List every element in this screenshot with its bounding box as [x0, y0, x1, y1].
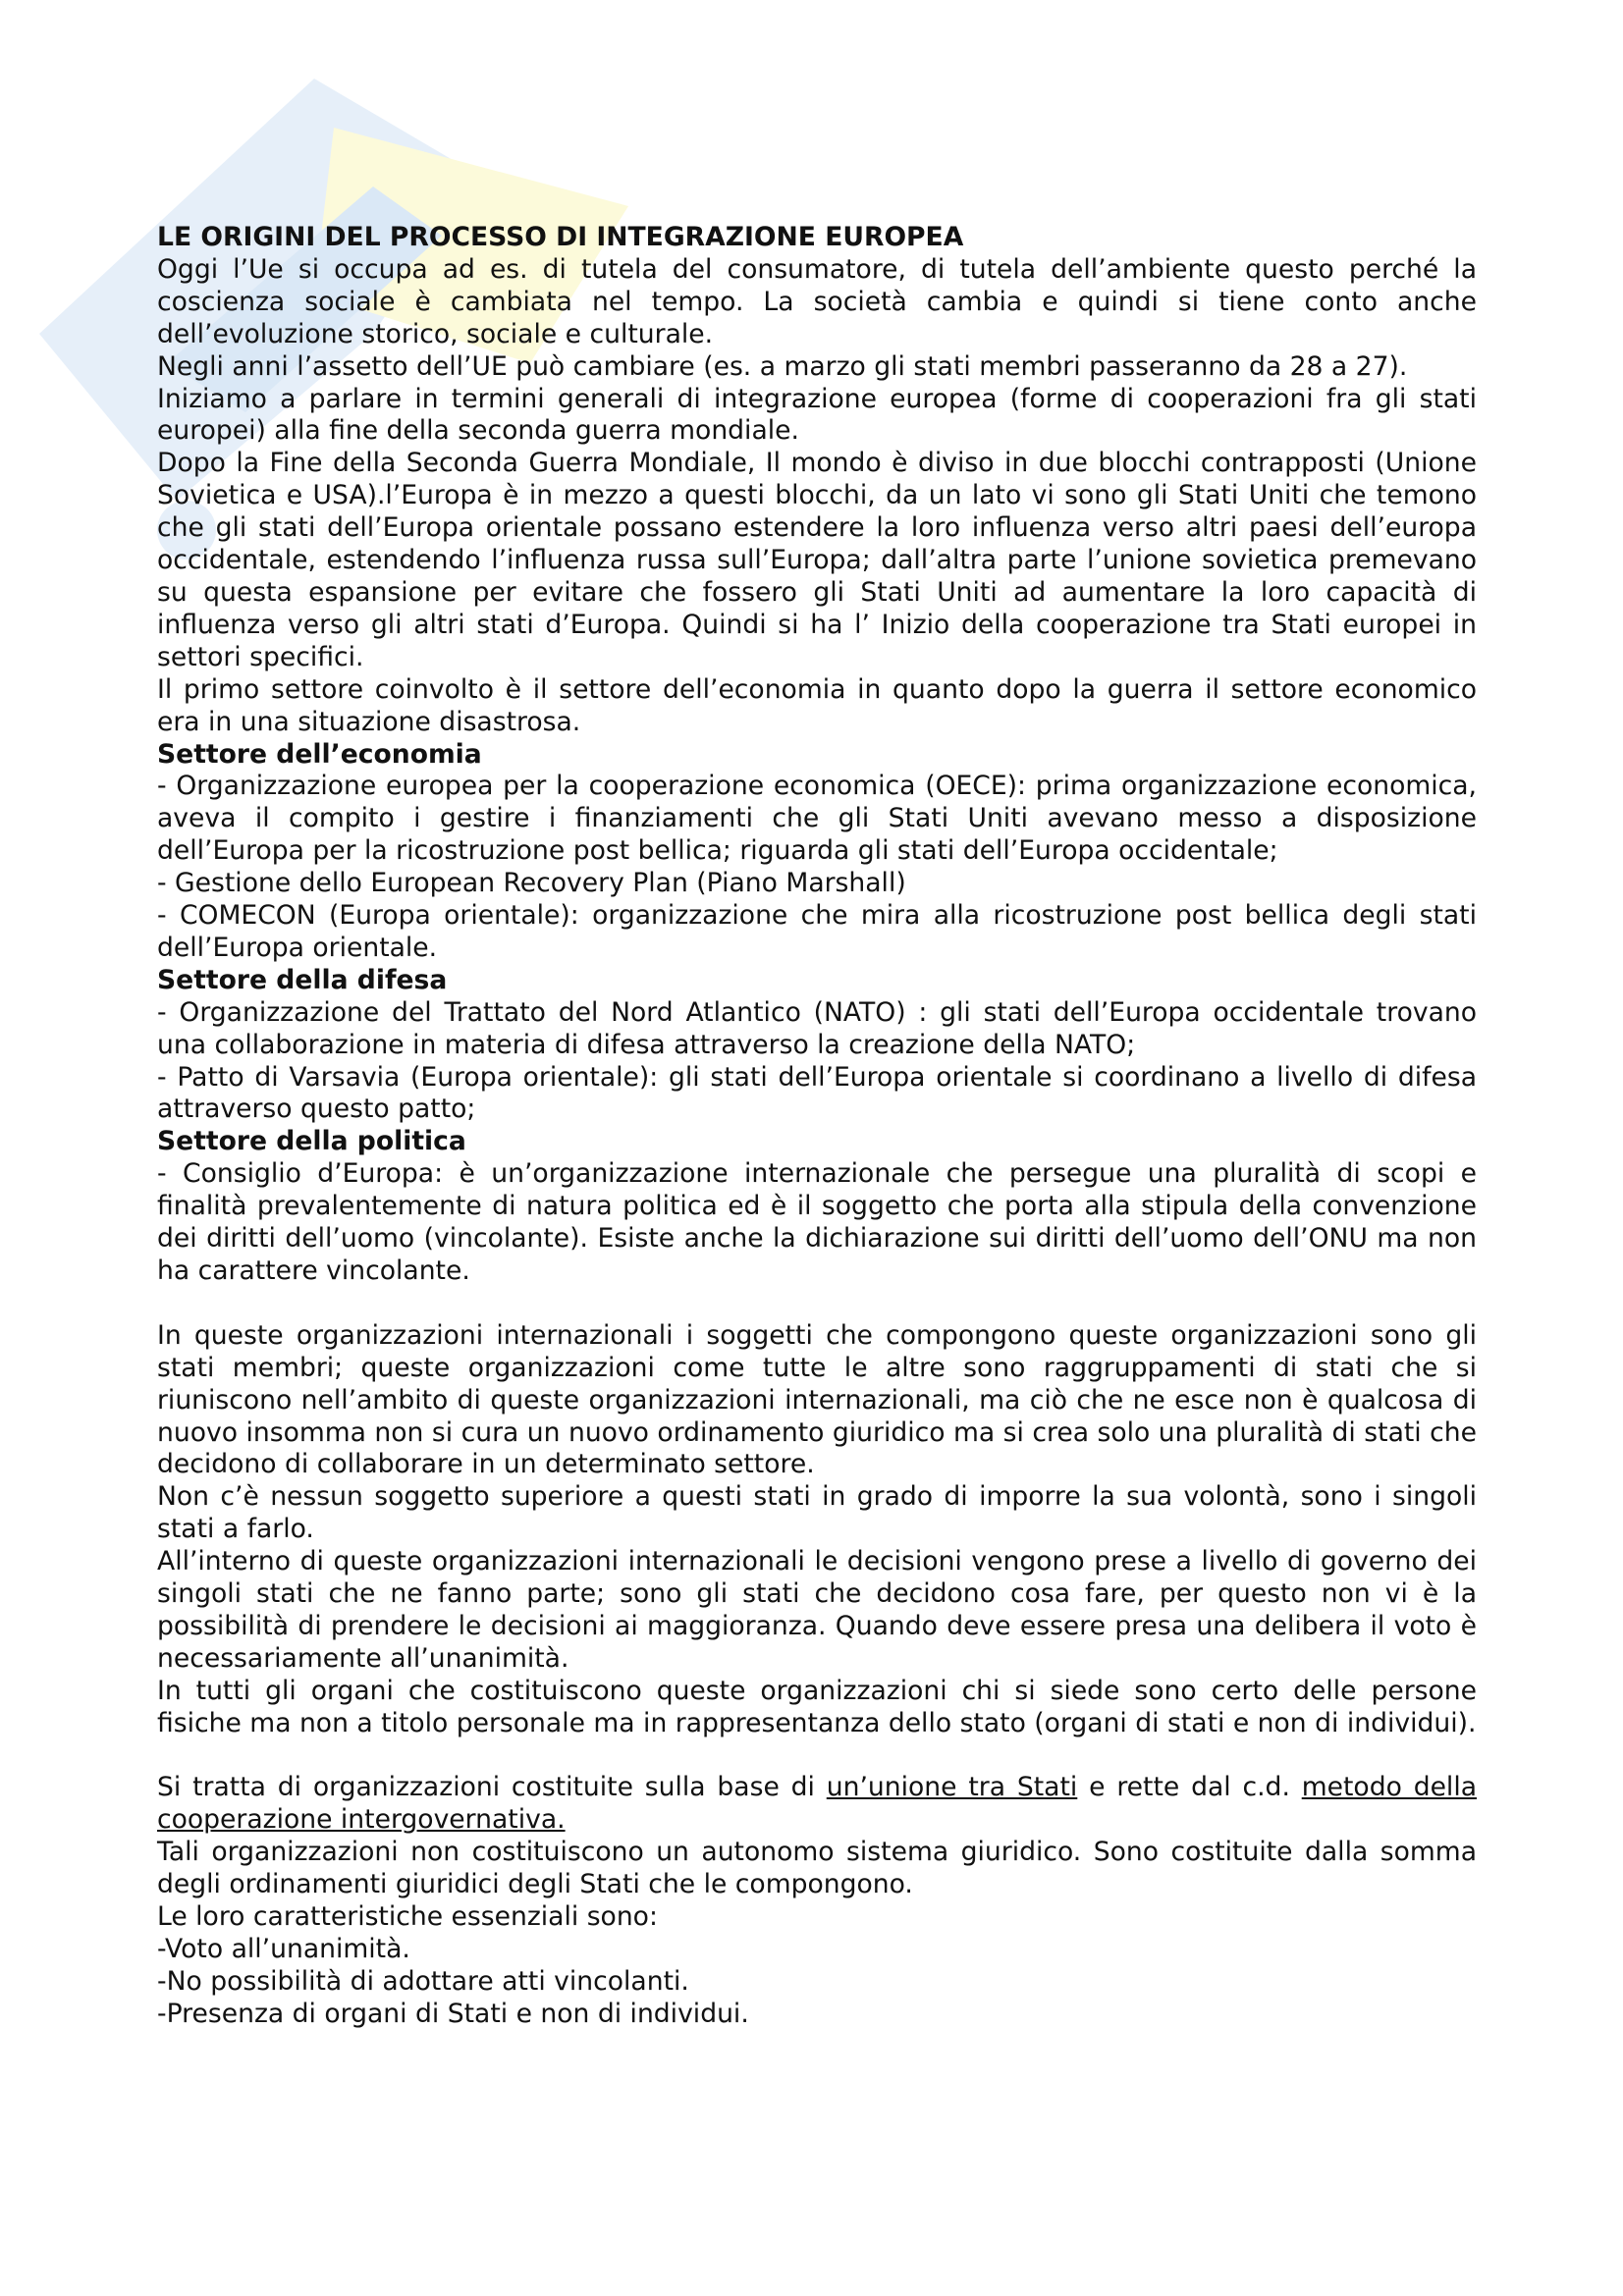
list-item: - Organizzazione del Trattato del Nord Atlantico (NATO) : gli stati dell’Europa occidentale trovano una collaborazione in materia di difesa attraverso la creazione della NATO;	[157, 996, 1477, 1060]
underlined-term-unione: un’unione tra Stati	[826, 1772, 1078, 1803]
section-heading-difesa: Settore della difesa	[157, 964, 448, 995]
body-paragraph: Tali organizzazioni non costituiscono un autonomo sistema giuridico. Sono costituite dalla somma degli ordinamenti giuridici degli Stati che le compongono.	[157, 1837, 1477, 1900]
list-item: - COMECON (Europa orientale): organizzazione che mira alla ricostruzione post bellica degli stati dell’Europa orientale.	[157, 900, 1477, 963]
intro-paragraph: Oggi l’Ue si occupa ad es. di tutela del consumatore, di tutela dell’ambiente questo perché la coscienza sociale è cambiata nel tempo. La società cambia e quindi si tiene conto anche dell’evoluzione storico, sociale e culturale.	[157, 253, 1477, 349]
list-item: -Voto all’unanimità.	[157, 1934, 410, 1964]
intro-paragraph: Negli anni l’assetto dell’UE può cambiare (es. a marzo gli stati membri passeranno da 28 a 27).	[157, 350, 1408, 382]
cooperazione-paragraph	[157, 1772, 1477, 1837]
cooperazione-text: e rette dal c.d.	[1077, 1772, 1302, 1803]
list-item: -Presenza di organi di Stati e non di individui.	[157, 1998, 749, 2029]
list-item: - Patto di Varsavia (Europa orientale): gli stati dell’Europa orientale si coordinano a livello di difesa attraverso questo patto;	[157, 1061, 1477, 1125]
intro-paragraph: Dopo la Fine della Seconda Guerra Mondiale, Il mondo è diviso in due blocchi contrapposti (Unione Sovietica e USA).l’Europa è in mezzo a questi blocchi, da un lato vi sono gli Stati Uniti che temono che gli stati dell’Europa orientale possano estendere la loro influenza verso altri paesi dell’europa occidentale, estendendo l’influenza russa sull’Europa; dall’altra parte l’unione sovietica premevano su questa espansione per evitare che fossero gli Stati Uniti ad aumentare la loro capacità di influenza verso gli altri stati d’Europa. Quindi si ha l’ Inizio della cooperazione tra Stati europei in settori specifici.	[157, 448, 1477, 672]
cooperazione-text: Si tratta di organizzazioni costituite sulla base di	[157, 1772, 827, 1803]
underlined-term-metodo: metodo della cooperazione intergovernativa.	[157, 1772, 1478, 1836]
list-intro: Le loro caratteristiche essenziali sono:	[157, 1901, 658, 1933]
intro-paragraph: Il primo settore coinvolto è il settore dell’economia in quanto dopo la guerra il settore economico era in una situazione disastrosa.	[157, 673, 1477, 737]
document-body	[157, 222, 1477, 2031]
body-paragraph: In queste organizzazioni internazionali i soggetti che compongono queste organizzazioni sono gli stati membri; queste organizzazioni come tutte le altre sono raggruppamenti di stati che si riuniscono nell’ambito di queste organizzazioni internazionali, ma ciò che ne esce non è qualcosa di nuovo insomma non si cura un nuovo ordinamento giuridico ma si crea solo una pluralità di stati che decidono di collaborare in un determinato settore.	[157, 1319, 1477, 1480]
body-paragraph: In tutti gli organi che costituiscono queste organizzazioni chi si siede sono certo delle persone fisiche ma non a titolo personale ma in rappresentanza dello stato (organi di stati e non di individui).	[157, 1675, 1477, 1738]
paragraph-gap	[157, 1288, 1477, 1320]
section-heading-economia: Settore dell’economia	[157, 738, 482, 770]
list-item: - Gestione dello European Recovery Plan (Piano Marshall)	[157, 868, 906, 899]
section-heading-politica: Settore della politica	[157, 1126, 466, 1157]
body-paragraph: Non c’è nessun soggetto superiore a questi stati in grado di imporre la sua volontà, sono i singoli stati a farlo.	[157, 1481, 1477, 1545]
list-item: - Organizzazione europea per la cooperazione economica (OECE): prima organizzazione economica, aveva il compito i gestire i finanziamenti che gli Stati Uniti avevano messo a disposizione dell’Europa per la ricostruzione post bellica; riguarda gli stati dell’Europa occidentale;	[157, 771, 1477, 867]
intro-paragraph: Iniziamo a parlare in termini generali di integrazione europea (forme di cooperazioni fra gli stati europei) alla fine della seconda guerra mondiale.	[157, 383, 1477, 447]
list-item: - Consiglio d’Europa: è un’organizzazione internazionale che persegue una pluralità di scopi e finalità prevalentemente di natura politica ed è il soggetto che porta alla stipula della convenzione dei diritti dell’uomo (vincolante). Esiste anche la dichiarazione sui diritti dell’uomo dell’ONU ma non ha carattere vincolante.	[157, 1158, 1477, 1286]
paragraph-gap	[157, 1740, 1477, 1773]
document-title: LE ORIGINI DEL PROCESSO DI INTEGRAZIONE EUROPEA	[157, 222, 964, 252]
body-paragraph: All’interno di queste organizzazioni internazionali le decisioni vengono prese a livello di governo dei singoli stati che ne fanno parte; sono gli stati che decidono cosa fare, per questo non vi è la possibilità di prendere le decisioni ai maggioranza. Quando deve essere presa una delibera il voto è necessariamente all’unanimità.	[157, 1546, 1477, 1674]
list-item: -No possibilità di adottare atti vincolanti.	[157, 1965, 689, 1997]
